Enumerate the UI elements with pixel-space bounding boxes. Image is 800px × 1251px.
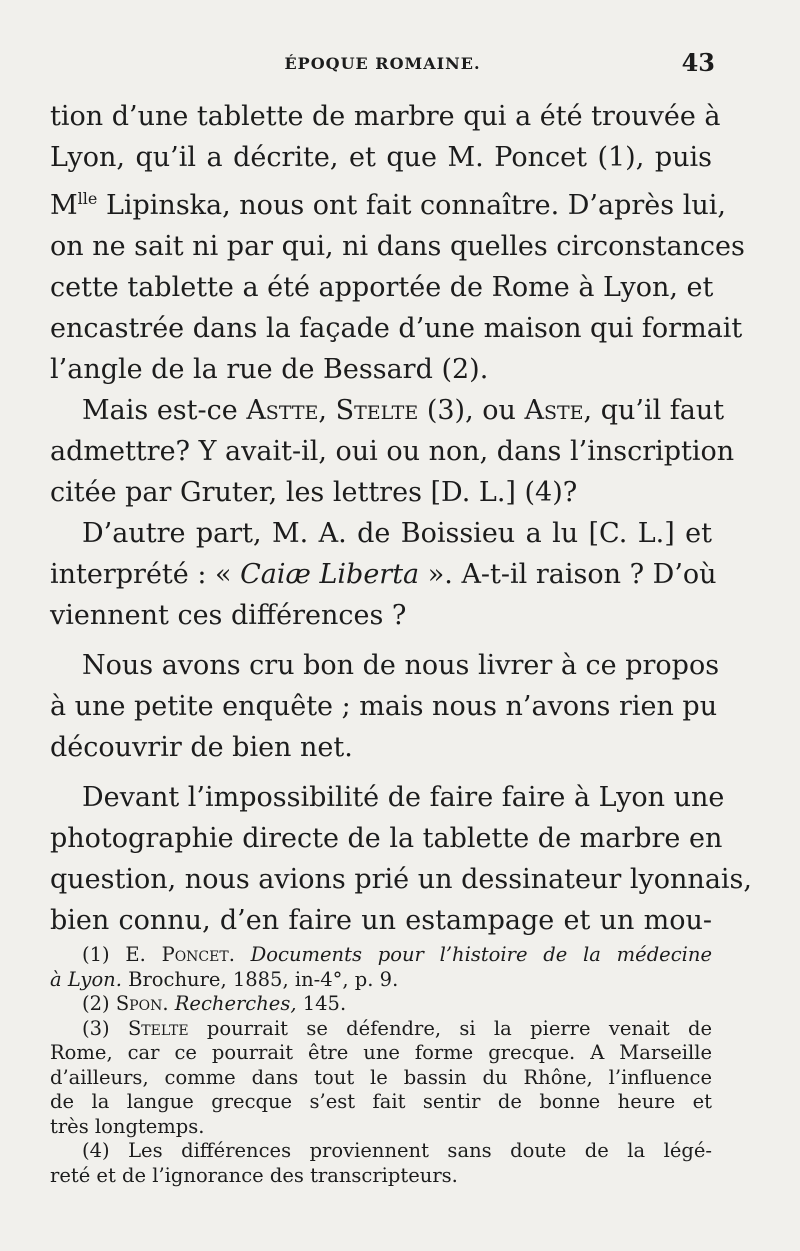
- running-title: ÉPOQUE ROMAINE.: [284, 54, 481, 73]
- body-line: question, nous avions prié un dessinateur lyonnais,: [50, 864, 752, 895]
- footnote-3-cont: de la langue grecque s’est fait sentir de bonne heure et: [50, 1090, 712, 1113]
- footnote-1: [50, 943, 712, 968]
- footnote-text: pourrait se défendre, si la pierre venait de: [188, 1016, 712, 1040]
- body-line: [50, 178, 726, 226]
- footnote-title: à Lyon.: [50, 967, 122, 991]
- body-line: à une petite enquête ; mais nous n’avons rien pu: [50, 691, 718, 722]
- body-line: Devant l’impossibilité de faire faire à Lyon une: [82, 782, 725, 813]
- body-line: découvrir de bien net.: [50, 732, 353, 763]
- italic-phrase: Caiæ Liberta: [240, 559, 420, 590]
- small-caps-word: Astte: [246, 395, 319, 426]
- footnote-3: [50, 1017, 712, 1042]
- footnote-title: Documents pour l’histoire de la médecine: [234, 943, 712, 966]
- footnote-title: Recherches,: [168, 992, 297, 1015]
- body-line: Nous avons cru bon de nous livrer à ce propos: [82, 650, 720, 681]
- footnote-marker: (1): [82, 943, 126, 966]
- small-caps-word: Stelte: [127, 1016, 189, 1040]
- text-run: ,: [318, 395, 336, 426]
- footnote-4-cont: reté et de l’ignorance des transcripteurs.: [50, 1163, 458, 1187]
- body-line: tion d’une tablette de marbre qui a été trouvée à: [50, 101, 721, 132]
- body-line: bien connu, d’en faire un estampage et un mou-: [50, 905, 712, 936]
- footnote-marker: (3): [82, 1016, 128, 1040]
- footnote-4: (4) Les différences proviennent sans doute de la légé-: [82, 1139, 712, 1162]
- footnote-2: [50, 992, 712, 1017]
- small-caps-word: Aste: [524, 395, 584, 426]
- text-run: ». A-t-il raison ? D’où: [419, 559, 717, 590]
- footnote-1-cont: [50, 968, 712, 993]
- footnote-marker: (2): [82, 992, 116, 1015]
- body-line: Lyon, qu’il a décrite, et que M. Poncet (1), puis: [50, 142, 712, 173]
- mlle-superscript: lle: [77, 189, 98, 208]
- body-line: on ne sait ni par qui, ni dans quelles circonstances: [50, 231, 745, 262]
- mlle-abbrev: M: [50, 190, 78, 221]
- footnotes: [50, 943, 712, 1188]
- text-run: (3), ou: [418, 395, 525, 426]
- footnote-author: E. Poncet.: [125, 943, 235, 966]
- body-line: citée par Gruter, les lettres [D. L.] (4)?: [50, 477, 578, 508]
- body-line: viennent ces différences ?: [50, 600, 407, 631]
- small-caps-word: Stelte: [335, 395, 419, 426]
- footnote-text: 145.: [296, 992, 347, 1015]
- footnote-author: Spon.: [115, 992, 169, 1015]
- text-run: interprété : «: [50, 559, 241, 590]
- footnote-text: Brochure, 1885, in-4°, p. 9.: [121, 967, 399, 991]
- body-text: [50, 96, 752, 941]
- body-line: cette tablette a été apportée de Rome à Lyon, et: [50, 272, 714, 303]
- text-run: Mais est-ce: [82, 395, 247, 426]
- text-run: , qu’il faut: [583, 395, 725, 426]
- body-line: [50, 554, 717, 595]
- footnote-3-cont: très longtemps.: [50, 1114, 205, 1138]
- footnote-3-cont: d’ailleurs, comme dans tout le bassin du Rhône, l’influence: [50, 1065, 712, 1089]
- body-line-text: Lipinska, nous ont fait connaître. D’après lui,: [97, 190, 726, 221]
- body-line: [50, 390, 725, 431]
- body-line: D’autre part, M. A. de Boissieu a lu [C. L.] et: [82, 518, 712, 549]
- body-line: l’angle de la rue de Bessard (2).: [50, 354, 489, 385]
- page-number: 43: [681, 48, 715, 77]
- body-line: photographie directe de la tablette de marbre en: [50, 823, 723, 854]
- body-line: admettre? Y avait-il, oui ou non, dans l’inscription: [50, 436, 735, 467]
- running-head: [50, 48, 715, 78]
- body-line: encastrée dans la façade d’une maison qui formait: [50, 313, 743, 344]
- footnote-3-cont: Rome, car ce pourrait être une forme grecque. A Marseille: [50, 1041, 712, 1064]
